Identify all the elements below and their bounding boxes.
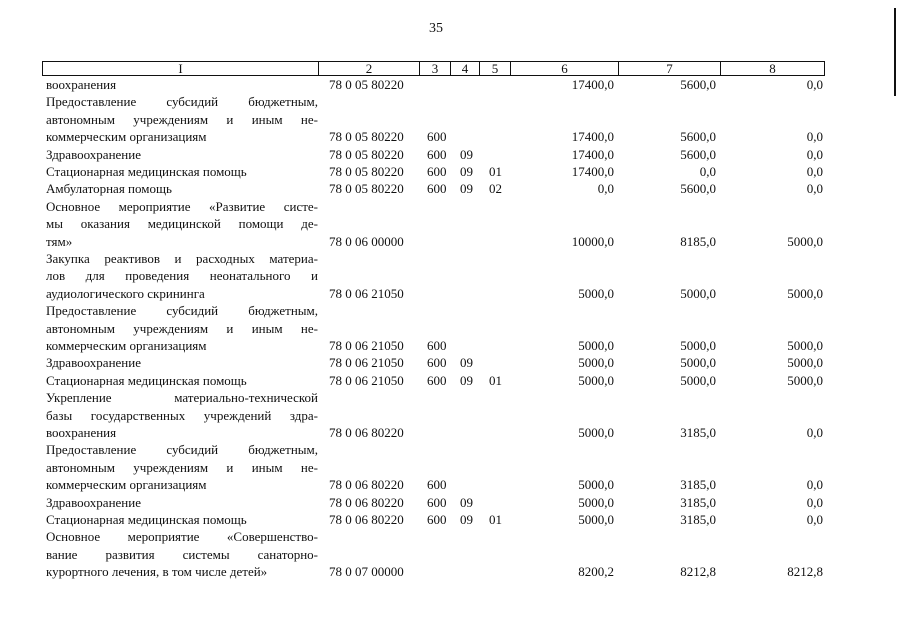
table-row: [0, 374, 905, 391]
table-row: [0, 426, 905, 443]
table-row: [0, 148, 905, 165]
row-col3: 600: [427, 181, 447, 197]
row-code: 78 0 06 21050: [329, 338, 404, 353]
row-value-6: 17400,0: [571, 164, 614, 179]
row-col3: 600: [427, 477, 447, 493]
row-name: коммерческим организациям: [46, 477, 207, 493]
row-value-6: 5000,0: [578, 285, 614, 301]
row-col4: 09: [460, 494, 473, 510]
row-name: аудиологического скрининга: [46, 285, 205, 301]
row-name: лов для проведения неонатального и: [46, 268, 318, 284]
row-value-6: 5000,0: [578, 338, 614, 353]
table-row: [0, 95, 905, 112]
header-cell-3: 3: [419, 61, 451, 76]
row-code: 78 0 06 21050: [329, 285, 404, 301]
row-name: автономным учреждениям и иным не-: [46, 111, 318, 127]
row-value-8: 0,0: [806, 494, 823, 510]
row-code: 78 0 06 80220: [329, 512, 404, 527]
header-cell-7: 7: [618, 61, 721, 76]
row-name: Закупка реактивов и расходных материа-: [46, 251, 318, 266]
row-value-6: 10000,0: [571, 233, 614, 249]
table-row: [0, 217, 905, 234]
row-col3: 600: [427, 164, 447, 179]
row-name: Укрепление материально-технической: [46, 390, 318, 406]
row-value-6: 17400,0: [571, 129, 614, 145]
row-value-7: 3185,0: [680, 512, 716, 527]
row-value-8: 0,0: [806, 512, 823, 527]
row-value-8: 0,0: [806, 181, 823, 197]
row-value-6: 5000,0: [578, 425, 614, 440]
row-name: воохранения: [46, 425, 117, 440]
row-name: Предоставление субсидий бюджетным,: [46, 442, 318, 458]
row-value-7: 5600,0: [680, 146, 716, 162]
row-name: Здравоохранение: [46, 494, 141, 510]
table-row: [0, 304, 905, 321]
table-row: [0, 513, 905, 530]
row-name: автономным учреждениям и иным не-: [46, 459, 318, 475]
row-value-8: 0,0: [806, 77, 823, 92]
row-code: 78 0 06 80220: [329, 425, 404, 440]
table-row: [0, 269, 905, 286]
row-col3: 600: [427, 355, 447, 371]
row-value-7: 5000,0: [680, 372, 716, 388]
row-col3: 600: [427, 338, 447, 353]
row-name: Предоставление субсидий бюджетным,: [46, 94, 318, 110]
row-code: 78 0 06 21050: [329, 355, 404, 371]
table-row: [0, 391, 905, 408]
table-row: [0, 165, 905, 182]
table-row: [0, 443, 905, 460]
row-col3: 600: [427, 129, 447, 145]
row-code: 78 0 06 80220: [329, 477, 404, 493]
row-value-6: 17400,0: [571, 77, 614, 92]
table-row: [0, 339, 905, 356]
table-row: [0, 78, 905, 95]
row-value-6: 5000,0: [578, 372, 614, 388]
row-value-7: 8185,0: [680, 233, 716, 249]
row-name: коммерческим организациям: [46, 129, 207, 145]
table-row: [0, 322, 905, 339]
row-value-7: 3185,0: [680, 494, 716, 510]
row-code: 78 0 05 80220: [329, 129, 404, 145]
table-row: [0, 113, 905, 130]
row-name: вание развития системы санаторно-: [46, 546, 318, 562]
row-col4: 09: [460, 146, 473, 162]
row-name: тям»: [46, 233, 73, 249]
row-value-6: 0,0: [597, 181, 614, 197]
table-row: [0, 565, 905, 582]
table-row: [0, 182, 905, 199]
row-value-8: 0,0: [806, 146, 823, 162]
row-col3: 600: [427, 512, 447, 527]
table-row: [0, 200, 905, 217]
row-name: Здравоохранение: [46, 355, 141, 371]
row-col3: 600: [427, 494, 447, 510]
row-col3: 600: [427, 146, 447, 162]
row-value-7: 3185,0: [680, 477, 716, 493]
row-value-8: 5000,0: [787, 355, 823, 371]
header-cell-6: 6: [510, 61, 619, 76]
row-value-8: 0,0: [806, 477, 823, 493]
table-row: [0, 548, 905, 565]
row-value-7: 5600,0: [680, 129, 716, 145]
row-value-7: 8212,8: [680, 564, 716, 580]
row-col4: 09: [460, 372, 473, 388]
row-name: курортного лечения, в том числе детей»: [46, 564, 268, 580]
row-value-7: 5000,0: [680, 338, 716, 353]
row-name: Стационарная медицинская помощь: [46, 164, 247, 179]
row-col5: 01: [489, 372, 502, 388]
row-value-7: 5000,0: [680, 285, 716, 301]
table-row: [0, 478, 905, 495]
header-cell-2: 2: [318, 61, 420, 76]
row-name: базы государственных учреждений здра-: [46, 407, 318, 423]
row-value-8: 5000,0: [787, 285, 823, 301]
row-code: 78 0 07 00000: [329, 564, 404, 580]
row-name: Основное мероприятие «Совершенство-: [46, 529, 318, 545]
table-row: [0, 461, 905, 478]
table-row: [0, 130, 905, 147]
row-name: Амбулаторная помощь: [46, 181, 172, 197]
row-name: автономным учреждениям и иным не-: [46, 320, 318, 336]
row-name: воохранения: [46, 77, 117, 92]
header-cell-1: I: [42, 61, 319, 76]
row-value-6: 5000,0: [578, 512, 614, 527]
table-row: [0, 287, 905, 304]
row-col3: 600: [427, 372, 447, 388]
row-code: 78 0 05 80220: [329, 77, 404, 92]
row-col4: 09: [460, 355, 473, 371]
row-value-6: 5000,0: [578, 494, 614, 510]
row-value-6: 5000,0: [578, 477, 614, 493]
row-value-8: 5000,0: [787, 233, 823, 249]
row-value-7: 5000,0: [680, 355, 716, 371]
row-code: 78 0 06 00000: [329, 233, 404, 249]
row-value-6: 8200,2: [578, 564, 614, 580]
header-cell-8: 8: [720, 61, 825, 76]
table-row: [0, 409, 905, 426]
row-value-6: 5000,0: [578, 355, 614, 371]
table-row: [0, 252, 905, 269]
row-value-7: 5600,0: [680, 77, 716, 92]
row-value-8: 0,0: [806, 129, 823, 145]
row-code: 78 0 06 80220: [329, 494, 404, 510]
row-value-8: 5000,0: [787, 338, 823, 353]
row-name: Предоставление субсидий бюджетным,: [46, 303, 318, 319]
row-code: 78 0 06 21050: [329, 372, 404, 388]
header-cell-4: 4: [450, 61, 480, 76]
table-row: [0, 235, 905, 252]
row-name: Стационарная медицинская помощь: [46, 372, 247, 388]
row-value-7: 0,0: [699, 164, 716, 179]
row-name: коммерческим организациям: [46, 338, 207, 353]
row-code: 78 0 05 80220: [329, 146, 404, 162]
row-col5: 02: [489, 181, 502, 197]
table-row: [0, 496, 905, 513]
row-code: 78 0 05 80220: [329, 164, 404, 179]
row-value-7: 3185,0: [680, 425, 716, 440]
table-row: [0, 530, 905, 547]
row-name: мы оказания медицинской помощи де-: [46, 216, 318, 232]
row-col4: 09: [460, 512, 473, 527]
row-value-8: 0,0: [806, 425, 823, 440]
row-col4: 09: [460, 181, 473, 197]
table-row: [0, 356, 905, 373]
row-code: 78 0 05 80220: [329, 181, 404, 197]
row-col5: 01: [489, 164, 502, 179]
row-value-8: 8212,8: [787, 564, 823, 580]
row-name: Стационарная медицинская помощь: [46, 512, 247, 527]
row-value-8: 0,0: [806, 164, 823, 179]
row-value-7: 5600,0: [680, 181, 716, 197]
row-name: Здравоохранение: [46, 146, 141, 162]
page-number: 35: [429, 21, 443, 36]
row-value-8: 5000,0: [787, 372, 823, 388]
row-col4: 09: [460, 164, 473, 179]
row-value-6: 17400,0: [571, 146, 614, 162]
row-name: Основное мероприятие «Развитие систе-: [46, 198, 318, 214]
row-col5: 01: [489, 512, 502, 527]
header-cell-5: 5: [479, 61, 511, 76]
